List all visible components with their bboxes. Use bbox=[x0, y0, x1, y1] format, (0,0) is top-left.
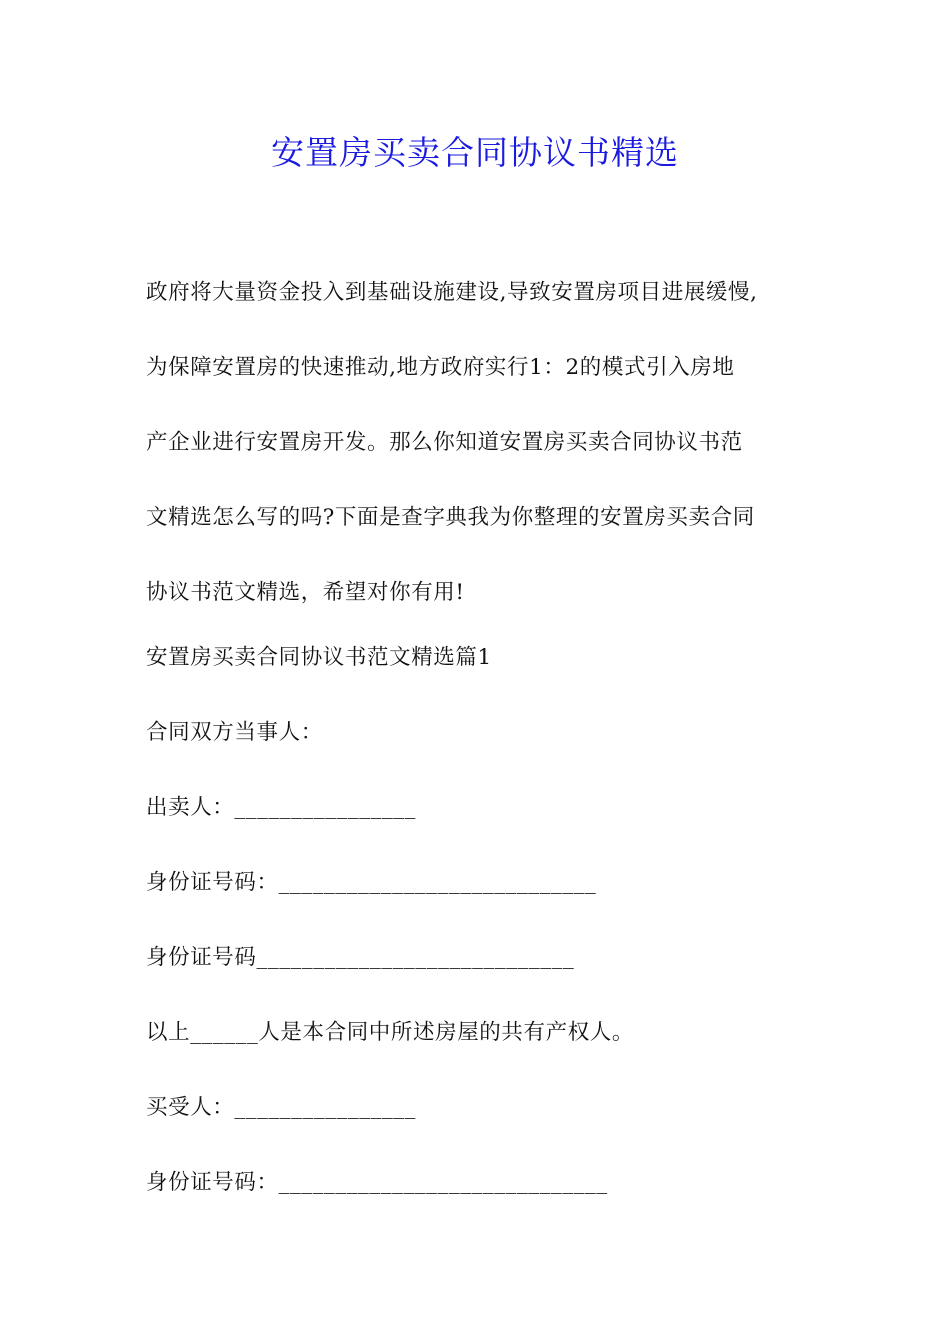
seller-id-field: 身份证号码：____________________________ bbox=[146, 870, 597, 895]
buyer-field: 买受人：________________ bbox=[146, 1095, 417, 1120]
intro-line: 为保障安置房的快速推动,地方政府实行1：2的模式引入房地 bbox=[146, 355, 735, 380]
parties-label: 合同双方当事人： bbox=[146, 720, 323, 745]
seller-id-field-2: 身份证号码____________________________ bbox=[146, 945, 575, 970]
intro-line: 政府将大量资金投入到基础设施建设,导致安置房项目进展缓慢, bbox=[146, 280, 758, 305]
intro-line: 协议书范文精选，希望对你有用! bbox=[146, 580, 465, 605]
seller-field: 出卖人：________________ bbox=[146, 795, 417, 820]
co-owners-statement: 以上______人是本合同中所述房屋的共有产权人。 bbox=[146, 1020, 635, 1045]
document-title: 安置房买卖合同协议书精选 bbox=[271, 133, 679, 172]
buyer-id-field: 身份证号码：_____________________________ bbox=[146, 1170, 608, 1195]
intro-line: 文精选怎么写的吗?下面是查字典我为你整理的安置房买卖合同 bbox=[146, 505, 755, 530]
section-heading: 安置房买卖合同协议书范文精选篇1 bbox=[146, 645, 492, 670]
intro-paragraph bbox=[146, 255, 826, 630]
intro-line: 产企业进行安置房开发。那么你知道安置房买卖合同协议书范 bbox=[146, 430, 743, 455]
